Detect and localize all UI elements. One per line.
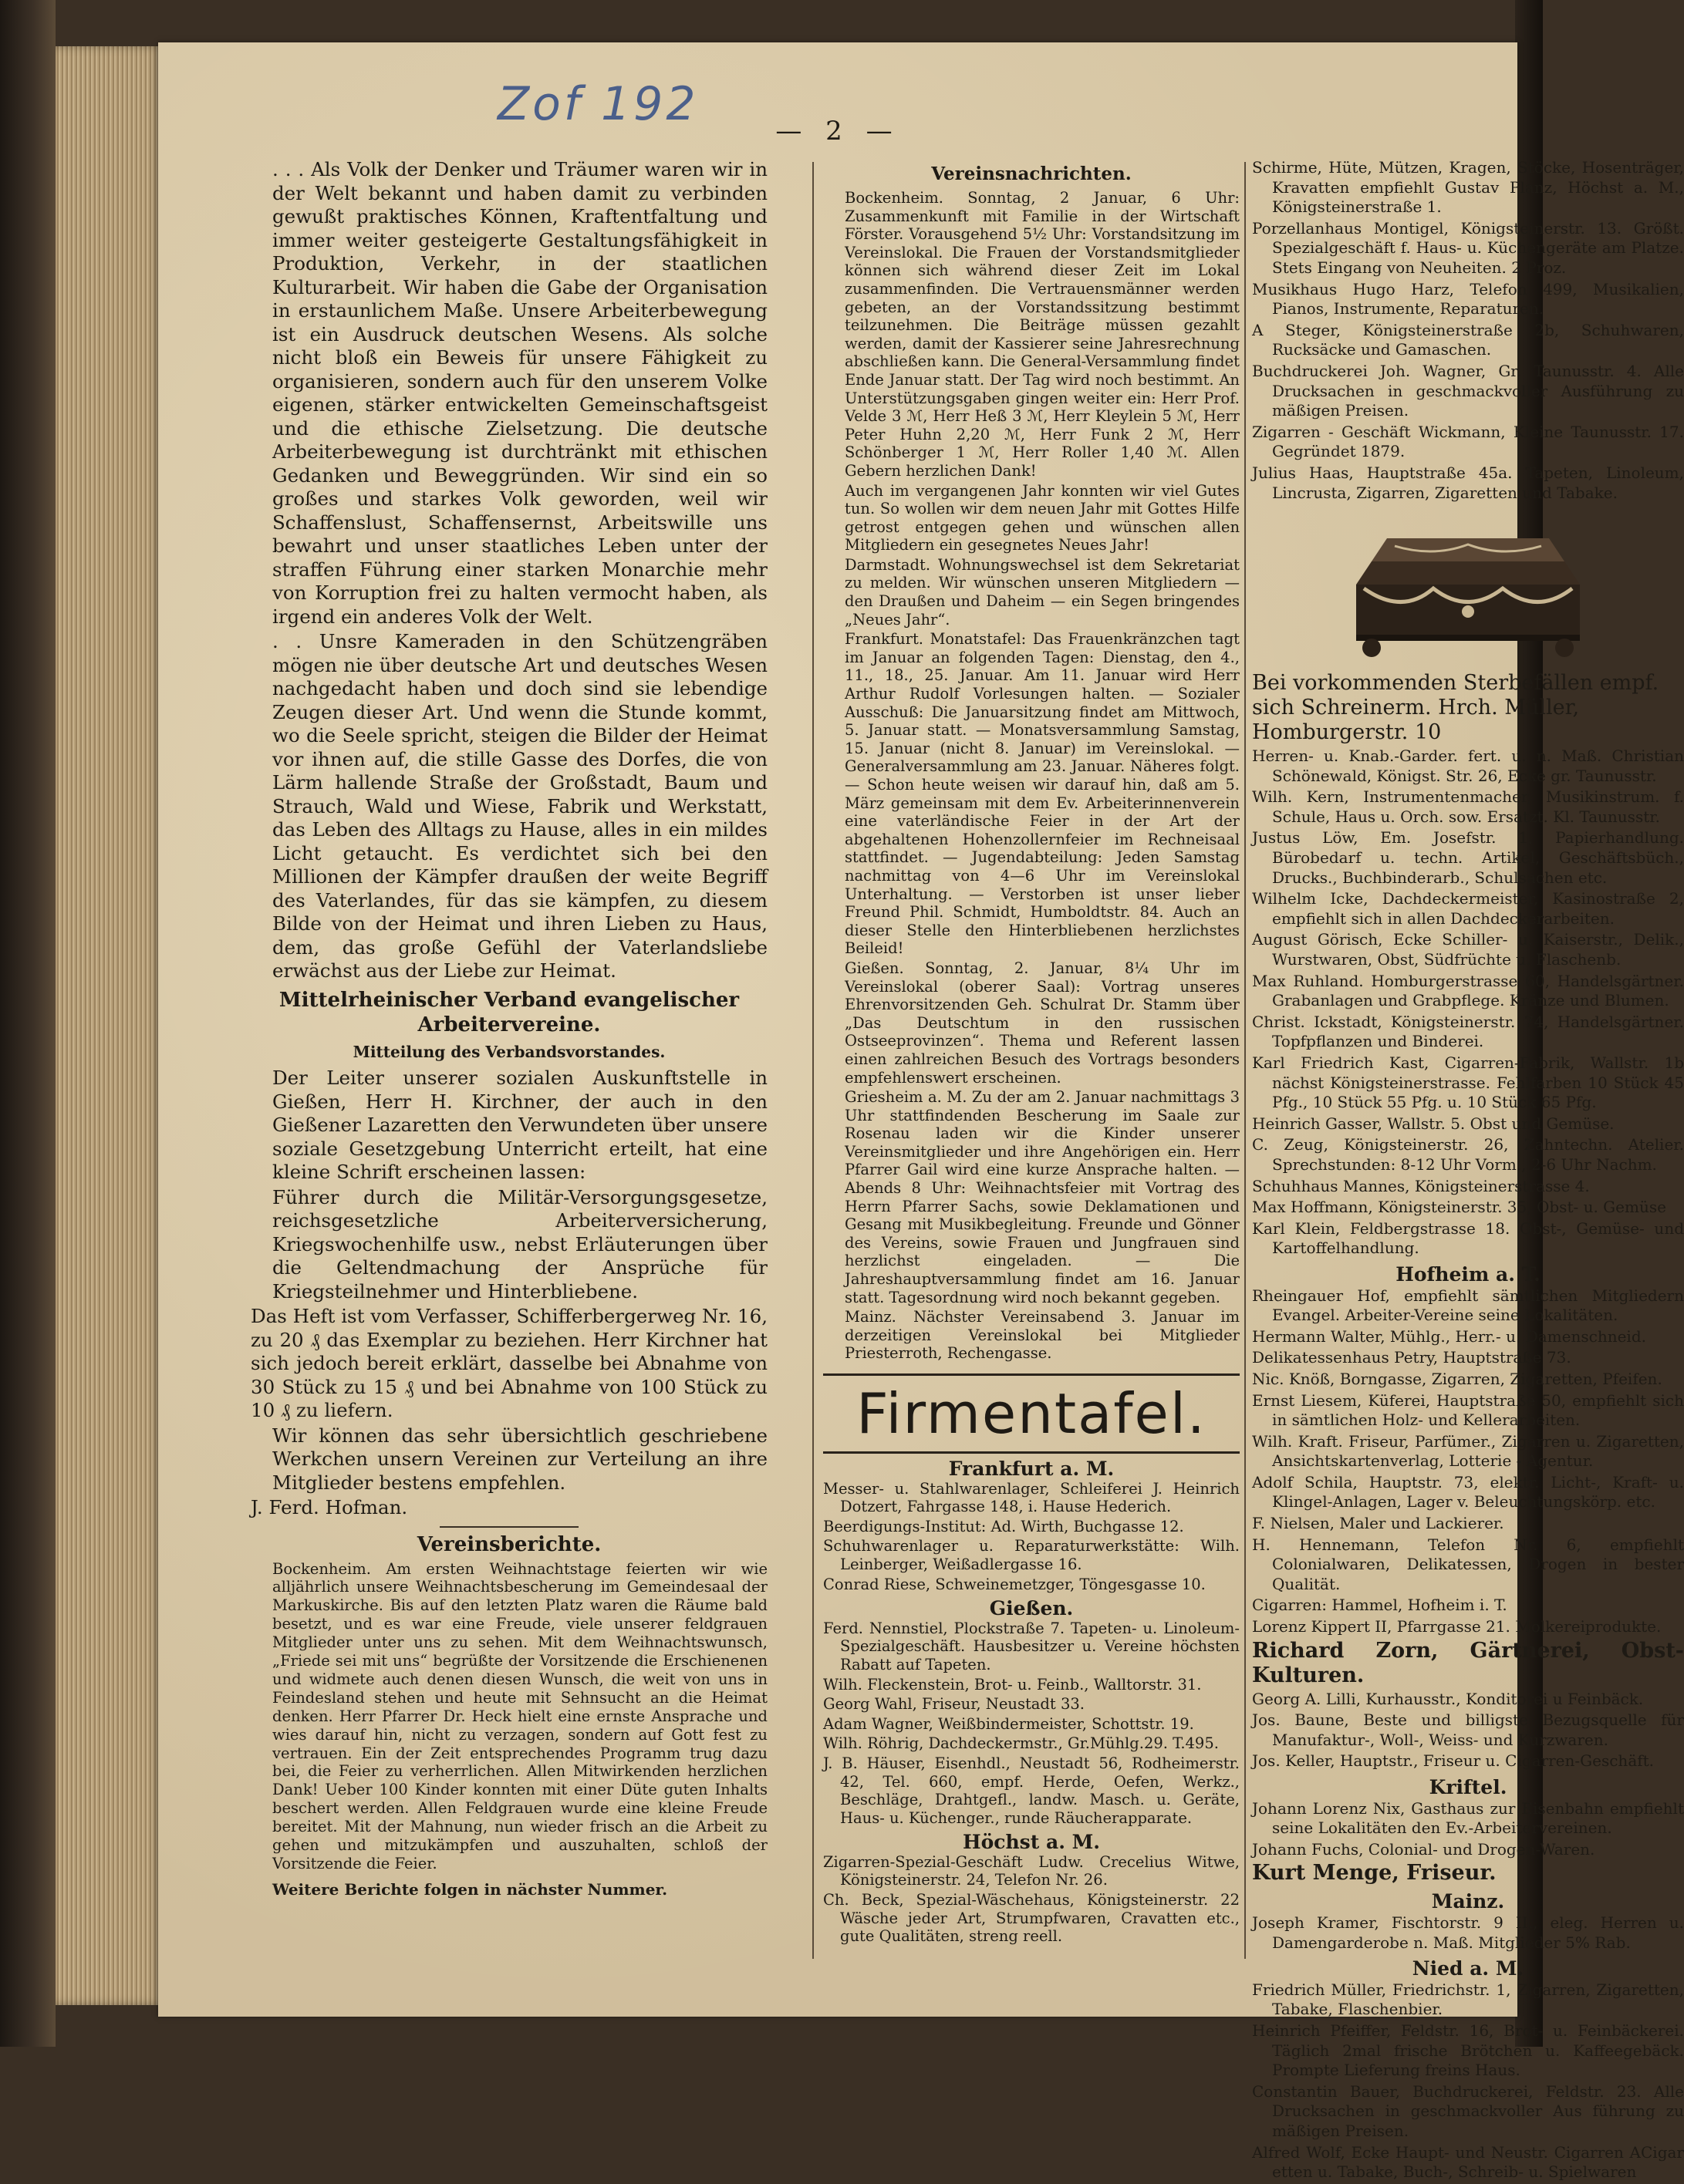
city-heading: Mainz.: [1431, 1890, 1505, 1913]
business-entry: Johann Fuchs, Colonial- und Drogen-Waren.: [1252, 1839, 1595, 1859]
business-entry: Messer- u. Stahlwarenlager, Schleiferei J. Heinrich Dotzert, Fahrgasse 148, i. Hause Hederich.: [823, 1479, 1240, 1516]
business-entry: Rheingauer Hof, empfiehlt sämtlichen Mitgliedern Evangel. Arbeiter-Vereine seine Lokalitäten.: [1252, 1286, 1684, 1325]
business-entry: H. Hennemann, Telefon Nr. 6, empfiehlt Colonialwaren, Delikatessen, Drogen in bester Qualität.: [1252, 1535, 1684, 1593]
undertaker-ad: Bei vorkommenden Sterbefällen empf. sich Schreinerm. Hrch. Müller, Homburgerstr. 10: [1252, 671, 1659, 745]
business-entry: Wilh. Kraft. Friseur, Parfümer., Zigarren u. Zigaretten, Ansichtskartenverlag, Lotterie - Agentur.: [1252, 1431, 1684, 1471]
section-heading: Vereinsberichte.: [417, 1532, 602, 1556]
entry-list-giessen: [823, 1619, 1240, 1828]
section-heading: Mittelrheinischer Verband evangelischer Arbeitervereine.: [278, 988, 740, 1036]
business-entry: Zigarren-Spezial-Geschäft Ludw. Crecelius Witwe, Königsteinerstr. 24, Telefon Nr. 26.: [823, 1852, 1240, 1889]
business-entry: Julius Haas, Hauptstraße 45a. Tapeten, Linoleum, Lincrusta, Zigarren, Zigaretten und Tabake.: [1252, 463, 1684, 502]
business-entry: Cigarren: Hammel, Hofheim i. T.: [1252, 1596, 1507, 1615]
business-entry: Christ. Ickstadt, Königsteinerstr. 74, Handelsgärtner. Topfpflanzen und Binderei.: [1252, 1012, 1684, 1051]
business-entry: J. B. Häuser, Eisenhdl., Neustadt 56, Rodheimerstr. 42, Tel. 660, empf. Herde, Oefen, Werkz., Beschläge, Drahtgefl., landw. Masch. u. Geräte, Haus- u. Küchenger., runde Räucherapparate.: [823, 1754, 1240, 1827]
club-notice: Auch im vergangenen Jahr konnten wir viel Gutes tun. So wollen wir dem neuen Jahr mit Gottes Hilfe getrost entgegen gehen und wünschen allen Mitgliedern ein gesegnetes Neues Jahr!: [845, 481, 1240, 554]
business-entry: Wilh. Röhrig, Dachdeckermstr., Gr.Mühlg.29. T.495.: [823, 1734, 1219, 1753]
entry-list-hoechst: [823, 1853, 1240, 1946]
article-paragraph: Das Heft ist vom Verfasser, Schifferbergerweg Nr. 16, zu 20 ₰ das Exemplar zu beziehen. Herr Kirchner hat sich jedoch bereit erklärt, dasselbe bei Abnahme von 30 Stück zu 15 ₰ und bei Abnahme von 100 Stück zu 10 ₰ zu liefern.: [251, 1305, 768, 1421]
pencil-annotation: Zof 192: [498, 77, 699, 131]
article-paragraph: . . Unsre Kameraden in den Schützengräben mögen nie über deutsche Art und deutsches Wesen nachgedacht haben und doch sind sie lebendige Zeugen dieser Art. Und wenn die Stunde kommt, wo die Seele spricht, steigen die Bilder der Heimat vor ihnen auf, die stille Gasse des Dorfes, die von Lärm hallende Straße der Großstadt, Baum und Strauch, Wald und Wiese, Fabrik und Werkstatt, das Leben des Alltags zu Hause, alles in ein mildes Licht getaucht. Es verdichtet sich bei den Millionen der Kämpfer draußen der weite Begriff des Vaterlandes, für das sie kämpfen, zu diesem Bilde von der Heimat und ihren Lieben zu Haus, dem, das große Gefühl der Vaterlandsliebe erwächst aus der Liebe zur Heimat.: [272, 630, 768, 982]
business-entry: August Görisch, Ecke Schiller- u. Kaiserstr., Delik., Wurstwaren, Obst, Südfrüchte u. Flaschenb.: [1252, 930, 1684, 969]
business-entry: Schuhhaus Mannes, Königsteinerstrasse 4.: [1252, 1176, 1590, 1195]
divider: [440, 1526, 579, 1528]
business-entry: Jos. Keller, Hauptstr., Friseur u. Cigarren-Geschäft.: [1252, 1751, 1655, 1771]
business-entry: Herren- u. Knab.-Garder. fert. u. n. Maß. Christian Schönewald, Königst. Str. 26, Ecke gr. Taunusstr.: [1252, 747, 1684, 785]
entry-list-frankfurt: [823, 1480, 1240, 1594]
article-paragraph: Der Leiter unserer sozialen Auskunftstelle in Gießen, Herr H. Kirchner, der auch in den Gießener Lazaretten den Verwundeten über unsere soziale Gesetzgebung Unterricht erteilt, hat eine kleine Schrift erscheinen lassen:: [272, 1067, 768, 1183]
city-heading: Hofheim a. T.: [1395, 1262, 1541, 1286]
column-right: [1252, 158, 1684, 2184]
column-rule: [1244, 162, 1246, 1959]
business-entry: Max Hoffmann, Königsteinerstr. 35, Obst- u. Gemüse: [1252, 1198, 1666, 1217]
business-entry: Adam Wagner, Weißbindermeister, Schottstr. 19.: [823, 1714, 1194, 1733]
business-entry: Heinrich Gasser, Wallstr. 5. Obst und Gemüse.: [1252, 1114, 1615, 1133]
article-paragraph: Führer durch die Militär-Versorgungsgesetze, reichsgesetzliche Arbeiterversicherung, Kriegswochenhilfe usw., nebst Erläuterungen über die Geltendmachung der Ansprüche für Kriegsteilnehmer und Hinterbliebene.: [272, 1185, 768, 1303]
business-entry: Alfred Wolf, Ecke Haupt- und Neustr. Cigarren ACigar etten u. Tabake, Buch-, Schreib- u. Spielwaren: [1252, 2142, 1684, 2182]
club-notice: Darmstadt. Wohnungswechsel ist dem Sekretariat zu melden. Wir wünschen unseren Mitgliedern — den Draußen und Daheim — ein Segen bringendes „Neues Jahr“.: [845, 555, 1240, 629]
firmentafel-title: Firmentafel.: [823, 1373, 1240, 1454]
page-edges: [56, 46, 164, 2005]
business-entry: Buchdruckerei Joh. Wagner, Gr. Taunusstr. 4. Alle Drucksachen in geschmackvoller Ausführung zu mäßigen Preisen.: [1252, 361, 1684, 420]
business-entry: Wilh. Fleckenstein, Brot- u. Feinb., Walltorstr. 31.: [823, 1675, 1202, 1694]
business-entry: Georg A. Lilli, Kurhausstr., Konditorei u Feinbäck.: [1252, 1689, 1644, 1708]
section-subheading: Mitteilung des Verbandsvorstandes.: [353, 1042, 666, 1061]
business-entry: Wilh. Kern, Instrumentenmacher, Musikinstrum. f. Schule, Haus u. Orch. sow. Ersatzt. Kl. Taunusstr.: [1252, 787, 1684, 826]
business-entry: Johann Lorenz Nix, Gasthaus zur Eisenbahn empfiehlt seine Lokalitäten den Ev.-Arbeitervereinen.: [1252, 1798, 1684, 1838]
business-entry: Hermann Walter, Mühlg., Herr.- u. Damenschneid.: [1252, 1326, 1646, 1346]
business-entry: Wilhelm Icke, Dachdeckermeister, Kasinostraße 2, empfiehlt sich in allen Dachdeckerarbeiten.: [1252, 889, 1684, 928]
coffin-illustration: [1341, 515, 1595, 662]
coffin-icon: [1341, 515, 1595, 662]
club-notice: Bockenheim. Sonntag, 2 Januar, 6 Uhr: Zusammenkunft mit Familie in der Wirtschaft Förster. Vorausgehend 5½ Uhr: Vorstandsitzung im Vereinslokal. Die Frauen der Vorstandsmitglieder können sich während dieser Zeit im Lokal zusammenfinden. Die Vertrauensmänner werden gebeten, an der Vorstandssitzung bestimmt teilzunehmen. Die Beiträge müssen gezahlt werden, damit der Kassierer seine Jahresrechnung abschließen kann. Die General-Versammlung findet Ende Januar statt. Der Tag wird noch bestimmt. An Unterstützungsgaben gingen weiter ein: Herr Prof. Velde 3 ℳ, Herr Heß 3 ℳ, Herr Kleylein 5 ℳ, Herr Peter Huhn 2,20 ℳ, Herr Funk 2 ℳ, Herr Schönberger 1 ℳ, Herr Roller 1,40 ℳ. Allen Gebern herzlichen Dank!: [845, 189, 1240, 480]
business-entry: Porzellanhaus Montigel, Königsteinerstr. 13. Größt. Spezialgeschäft f. Haus- u. Küchengeräte am Platze. Stets Eingang von Neuheiten. 2 Proz.: [1252, 218, 1684, 277]
column-middle: [823, 158, 1240, 1947]
business-entry: Conrad Riese, Schweinemetzger, Töngesgasse 10.: [823, 1575, 1206, 1593]
business-entry: Ferd. Nennstiel, Plockstraße 7. Tapeten- u. Linoleum-Spezialgeschäft. Hausbesitzer u. Vereine höchsten Rabatt auf Tapeten.: [823, 1619, 1240, 1673]
business-entry: Musikhaus Hugo Harz, Telefon 499, Musikalien, Pianos, Instrumente, Reparaturen.: [1252, 279, 1684, 318]
business-entry: Nic. Knöß, Borngasse, Zigarren, Zigaretten, Pfeifen.: [1252, 1369, 1662, 1388]
business-entry: Adolf Schila, Hauptstr. 73, elektr. Licht-, Kraft- u. Klingel-Anlagen, Lager v. Beleuchtungskörp. etc.: [1252, 1472, 1684, 1512]
business-entry: Justus Löw, Em. Josefstr. 1, Papierhandlung. Bürobedarf u. techn. Artikel, Geschäftsbüch., Drucks., Buchbinderarb., Schulsachen etc.: [1252, 828, 1684, 887]
business-entry: Karl Klein, Feldbergstrasse 18. Obst-, Gemüse- und Kartoffelhandlung.: [1252, 1218, 1684, 1258]
business-entry: Georg Wahl, Friseur, Neustadt 33.: [823, 1695, 1085, 1714]
business-entry: F. Nielsen, Maler und Lackierer.: [1252, 1514, 1504, 1533]
business-entry: A Steger, Königsteinerstraße 2b, Schuhwaren, Rucksäcke und Gamaschen.: [1252, 320, 1684, 359]
business-entry: Friedrich Müller, Friedrichstr. 1, Zigarren, Zigaretten, Tabake, Flaschenbier.: [1252, 1980, 1684, 2019]
business-entry: Delikatessenhaus Petry, Hauptstraße 73.: [1252, 1348, 1571, 1367]
article-paragraph: Wir können das sehr übersichtlich geschriebene Werkchen unsern Vereinen zur Verteilung an ihre Mitglieder bestens empfehlen.: [272, 1424, 768, 1494]
club-notice: Frankfurt. Monatstafel: Das Frauenkränzchen tagt im Januar an folgenden Tagen: Dienstag, den 4., 11., 18., 25. Januar. Am 11. Januar wird Herr Arthur Rudolf Vorlesungen halten. — Sozialer Ausschuß: Die Januarsitzung findet am Mittwoch, 5. Januar statt. — Monatsversammlung Samstag, 15. Januar (nicht 8. Januar) im Vereinslokal. — Generalversammlung am 23. Januar. Näheres folgt. — Schon heute weisen wir darauf hin, daß am 5. März gemeinsam mit dem Ev. Arbeiterinnenverein eine vaterländische Feier in der Art der abgehaltenen Hohenzollernfeier im Rechneisaal stattfindet. — Jugendabteilung: Jeden Samstag nachmittag von 4—6 Uhr im Vereinslokal Unterhaltung. — Verstorben ist unser lieber Freund Phil. Schmidt, Humboldtstr. 84. Auch an dieser Stelle den Hinterbliebenen herzlichstes Beileid!: [845, 630, 1240, 958]
business-entry: Schirme, Hüte, Mützen, Kragen, Stöcke, Hosenträger, Kravatten empfiehlt Gustav Planz, Höchst a. M., Königsteinerstraße 1.: [1252, 158, 1684, 217]
business-entry: Heinrich Pfeiffer, Feldstr. 16, Brot- u. Feinbäckerei. Täglich 2mal frische Brötchen u. Kaffeegebäck. Prompte Lieferung freins Haus.: [1252, 2021, 1684, 2080]
club-notice: Griesheim a. M. Zu der am 2. Januar nachmittags 3 Uhr stattfindenden Bescherung im Saale zur Rosenau laden wir die Kinder unserer Vereinsmitglieder und ihre Angehörigen ein. Herr Pfarrer Gail wird eine kurze Ansprache halten. — Abends 8 Uhr: Weihnachtsfeier mit Vortrag des Herrn Pfarrer Sachs, sowie Deklamationen und Gesang mit Musikbegleitung. Freunde und Gönner des Vereins, sowie Frauen und Jungfrauen sind herzlichst eingeladen. — Die Jahreshauptversammlung findet am 16. Januar statt. Tagesordnung wird noch bekannt gegeben.: [845, 1088, 1240, 1306]
article-paragraph: . . . Als Volk der Denker und Träumer waren wir in der Welt bekannt und haben damit zu verbinden gewußt praktisches Können, Kraftentfaltung und immer weiter gesteigerte Gestaltungsfähigkeit in Produktion, Verkehr, in der staatlichen Kulturarbeit. Wir haben die Gabe der Organisation in erstaunlichem Maße. Unsere Arbeiterbewegung ist ein Ausdruck deutschen Wesens. Als solche nicht bloß ein Beweis für unsere Fähigkeit zu organisieren, sondern auch für den unserem Volke eigenen, stärker entwickelten Gemeinschaftsgeist und die ethische Zielsetzung. Die deutsche Arbeiterbewegung ist durchtränkt mit ethischen Gedanken und Beweggründen. Wir sind ein so großes und starkes Volk geworden, weil wir Schaffenslust, Schaffensernst, Arbeitswille uns bewahrt und unser staatliches Leben unter der straffen Führung einer starken Monarchie mehr von Korruption frei zu halten vermocht haben, als irgend ein anderes Volk der Welt.: [272, 158, 768, 628]
business-entry: Constantin Bauer, Buchdruckerei, Feldstr. 23. Alle Drucksachen in geschmackvoller Aus führung zu mäßigen Preisen.: [1252, 2081, 1684, 2140]
business-entry: Joseph Kramer, Fischtorstr. 9 II., eleg. Herren u. Damengarderobe n. Maß. Mitglieder 5% Rab.: [1252, 1913, 1684, 1952]
article-paragraph: Bockenheim. Am ersten Weihnachtstage feierten wir wie alljährlich unsere Weihnachtsbescherung im Gemeindesaal der Markuskirche. Bis auf den letzten Platz waren die Räume bald besetzt, und es war eine Freude, viele unserer feldgrauen Mitglieder unter uns zu sehen. Mit dem Weihnachtswunsch, „Friede sei mit uns“ begrüßte der Vorsitzende die Erschienenen und widmete auch denen diesen Wunsch, die weit von uns in Feindesland stehen und heute mit Sehnsucht an die Heimat denken. Herr Pfarrer Dr. Heck hielt eine ernste Ansprache und wies darauf hin, nicht zu verzagen, sondern auf Gott fest zu vertrauen. Ein der Zeit entsprechendes Programm trug dazu bei, die Feier zu verherrlichen. Allen Mitwirkenden herzlichen Dank! Ueber 100 Kinder konnten mit einer Düte guten Inhalts beschert werden. Allen Feldgrauen wurde eine kleine Freude bereitet. Mit der Mahnung, nun wieder frisch an die Arbeit zu gehen und mitzukämpfen und auszuhalten, schloß der Vorsitzende die Feier.: [272, 1559, 768, 1872]
business-entry: C. Zeug, Königsteinerstr. 26, Zahntechn. Atelier. Sprechstunden: 8-12 Uhr Vorm., 2-6 Uhr Nachm.: [1252, 1135, 1684, 1174]
city-heading: Höchst a. M.: [962, 1831, 1100, 1854]
club-notice: Gießen. Sonntag, 2. Januar, 8¼ Uhr im Vereinslokal (oberer Saal): Vortrag unseres Ehrenvorsitzenden Geh. Schulrat Dr. Stamm über „Das Deutschtum in den russischen Ostseeprovinzen“. Thema und Referent lassen einen zahlreichen Besuch des Vortrags besonders empfehlenswert erscheinen.: [845, 959, 1240, 1087]
business-entry: Jos. Baune, Beste und billigste Bezugsquelle für Manufaktur-, Woll-, Weiss- und Kurzwaren.: [1252, 1710, 1684, 1749]
footer-note: Weitere Berichte folgen in nächster Nummer.: [272, 1879, 668, 1899]
book-binding: [0, 0, 56, 2047]
business-entry: Karl Friedrich Kast, Cigarren-Fabrik, Wallstr. 1b nächst Königsteinerstrasse. Fehlfarben 10 Stück 45 Pfg., 10 Stück 55 Pfg. u. 10 Stück 65 Pfg.: [1252, 1053, 1684, 1112]
section-heading: Vereinsnachrichten.: [931, 163, 1132, 184]
business-entry: Zigarren - Geschäft Wickmann, Kleine Taunusstr. 17. Gegründet 1879.: [1252, 422, 1684, 461]
column-left: [251, 158, 768, 1903]
newspaper-page: [158, 42, 1684, 2182]
signature: J. Ferd. Hofman.: [251, 1496, 408, 1518]
business-entry: Schuhwarenlager u. Reparaturwerkstätte: Wilh. Leinberger, Weißadlergasse 16.: [823, 1537, 1240, 1573]
city-heading: Gießen.: [989, 1597, 1074, 1620]
column-rule: [812, 162, 814, 1959]
business-entry-large: Richard Zorn, Gärtnerei, Obst-Kulturen.: [1252, 1638, 1684, 1687]
page-number: — 2 —: [775, 116, 900, 147]
business-entry: Ernst Liesem, Küferei, Hauptstraße 50, empfiehlt sich in sämtlichen Holz- und Kellerarbeiten.: [1252, 1390, 1684, 1430]
city-heading: Nied a. M.: [1412, 1957, 1524, 1980]
business-entry: Lorenz Kippert II, Pfarrgasse 21. Molkereiprodukte.: [1252, 1617, 1662, 1636]
club-notice: Mainz. Nächster Vereinsabend 3. Januar im derzeitigen Vereinslokal bei Mitglieder Priesterroth, Rechengasse.: [845, 1308, 1240, 1363]
business-entry: Max Ruhland. Homburgerstrasse 60, Handelsgärtner. Grabanlagen und Grabpflege. Kränze und Blumen.: [1252, 971, 1684, 1010]
city-heading: Frankfurt a. M.: [948, 1458, 1115, 1480]
city-heading: Kriftel.: [1429, 1776, 1507, 1798]
business-entry-large: Kurt Menge, Friseur.: [1252, 1861, 1497, 1886]
business-entry: Ch. Beck, Spezial-Wäschehaus, Königsteinerstr. 22 Wäsche jeder Art, Strumpfwaren, Cravatten etc., gute Qualitäten, streng reell.: [823, 1891, 1240, 1946]
business-entry: Beerdigungs-Institut: Ad. Wirth, Buchgasse 12.: [823, 1517, 1184, 1535]
